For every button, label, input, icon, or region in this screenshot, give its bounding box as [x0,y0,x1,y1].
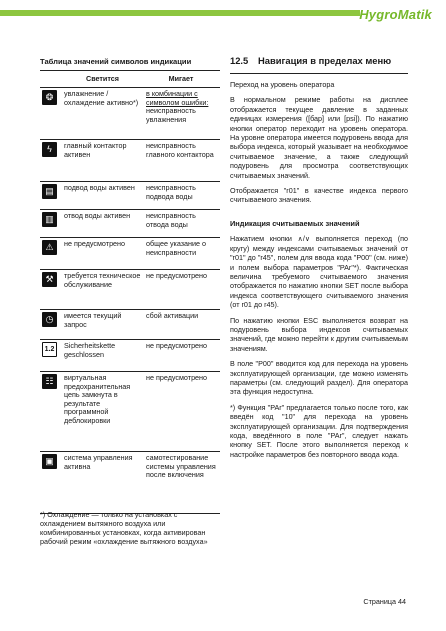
lit-description: имеется текущий запрос [63,310,142,340]
network-icon: ☷ [42,374,57,389]
table-row [40,182,220,210]
blink-description: неисправность подвода воды [142,182,220,210]
page-number: Страница 44 [363,597,406,606]
table-row [40,310,220,340]
lit-description: требуется техническое обслуживание [63,270,142,310]
table-row [40,140,220,182]
clock-icon: ◷ [42,312,57,327]
indicator-table [40,70,220,514]
header-green-band [0,10,360,16]
paragraph-operator-level: Переход на уровень оператора [230,80,335,89]
table-row [40,340,220,372]
lit-description: система управления активна [63,452,142,514]
subheading-readout: Индикация считываемых значений [230,218,360,228]
section-heading [230,55,408,66]
warning-icon: ⚠ [42,240,57,255]
blink-description: сбой активации [142,310,220,340]
table-row [40,452,220,514]
section-number: 12.5 [230,55,249,66]
paragraph-p00: В поле "P00" вводится код для перехода на уровень эксплуатирующей организации, где можно изменять параметры (см. следующий раздел). Для оператора эта функция недоступна. [230,359,408,397]
blink-description: неисправность главного контактора [142,140,220,182]
humidity-icon: ❂ [42,90,57,105]
safety-chain-icon: 1.2 [42,342,57,357]
paragraph-esc: По нажатию кнопки ESC выполняется возврат на подуровень выбора индексов считываемых значений, где можно перейти к другим считываемым значениям. [230,315,408,353]
lit-description: виртуальная предохранительная цепь замкнута в результате программной деблокировки [63,372,142,452]
lit-description: главный контактор активен [63,140,142,182]
hygromatik-logo: HygroMatik [359,7,432,22]
water-drain-icon: ▥ [42,212,57,227]
lit-description: отвод воды активен [63,210,142,238]
column-header-blink: Мигает [142,71,220,88]
blink-description: не предусмотрено [142,372,220,452]
table-row [40,372,220,452]
lit-description: Sicherheitskette geschlossen [63,340,142,372]
navigation-section [230,55,408,459]
table-row [40,88,220,140]
blink-description: не предусмотрено [142,270,220,310]
lit-description: не предусмотрено [63,238,142,270]
section-title: Навигация в пределах меню [258,55,392,66]
indicator-table-title: Таблица значений символов индикации [40,57,192,66]
table-row [40,238,220,270]
water-inlet-icon: ▤ [42,184,57,199]
lightning-icon: ϟ [42,142,57,157]
table-row [40,210,220,238]
paragraph-arrow-keys: Нажатием кнопки ∧/∨ выполняется переход (по кругу) между индексами считываемых значений от "r01" до "r45", полем для ввода кода "P00" (см. ниже) и полем выбора параметров "PAr"*). Фактическая величина требуемого считываемого значения отображается по нажатию кнопки SET после выбора индекса соответствующего считываемого значения (от r01 до r45). [230,234,408,310]
blink-link: в комбинации с символом ошибки: [146,89,209,107]
column-spacer [40,71,63,88]
paragraph-par-note: *) Функция "PAr" предлагается только после того, как введён код "10" для перехода на уровень эксплуатирующей организации. Для подтверждения кода, введённого в поле "PAr", следует нажать кнопку SET. После этого выполняется переход к настройке параметров без повторного ввода кода. [230,402,408,459]
lit-description: увлажнение / охлаждение активно*) [63,88,142,140]
section-divider [230,73,408,74]
blink-description: самотестирование системы управления после включения [142,452,220,514]
blink-description: не предусмотрено [142,340,220,372]
cooling-footnote: *) Охлаждение — только на установках с охлаждением вытяжного воздуха или комбинированных установках, когда активирован рабочий режим «охлаждение вытяжного воздуха» [40,510,208,546]
paragraph-normal-mode: В нормальном режиме работы на дисплее отображается текущее давление в заданных единицах измерения ([бар] или [psi]). По нажатию кнопки оператор переходит на уровень оператора. На уровне оператора имеется подуровень ввода для выбора индекса, который указывает на необходимое считываемое значение, а также следующий подуровень для просмотра соответствующих считываемых значений. [230,95,408,180]
column-header-lit: Светится [63,71,142,88]
system-icon: ▣ [42,454,57,469]
blink-description: неисправность отвода воды [142,210,220,238]
blink-description: общее указание о неисправности [142,238,220,270]
paragraph-r01: Отображается "r01" в качестве индекса первого считываемого значения. [230,186,408,205]
wrench-icon: ⚒ [42,272,57,287]
header-bar [0,0,446,30]
table-row [40,270,220,310]
blink-description: неисправность увлажнения [146,106,196,124]
lit-description: подвод воды активен [63,182,142,210]
